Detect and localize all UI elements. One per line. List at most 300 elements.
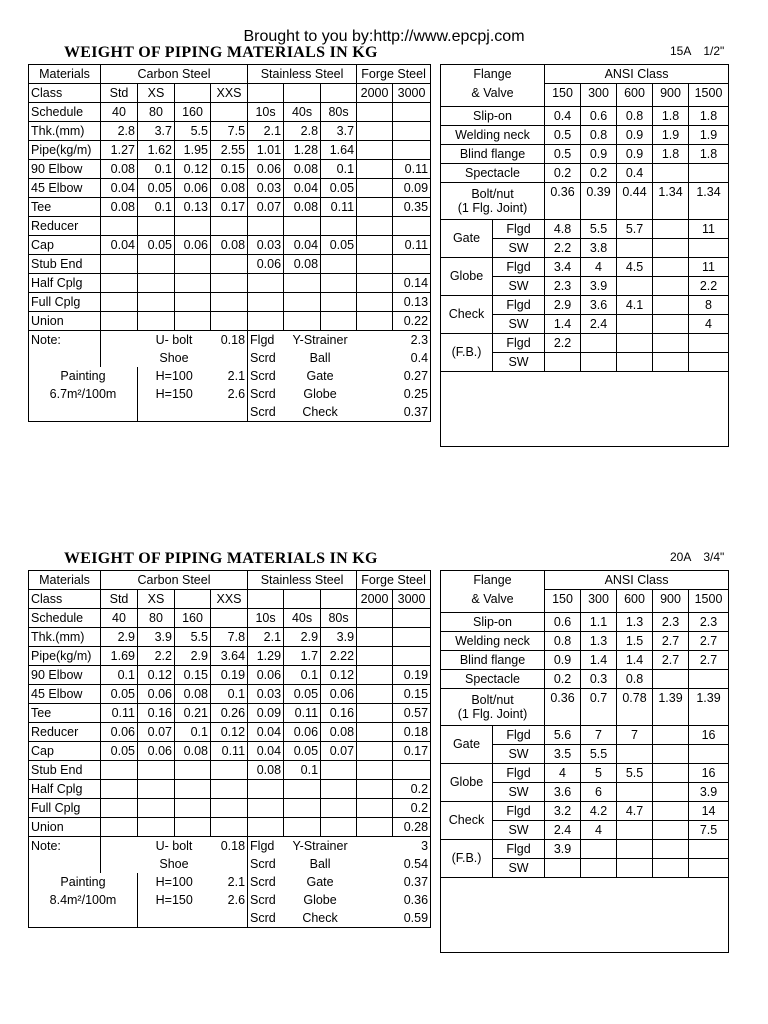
material-row: [29, 179, 431, 198]
flange-label: Welding neck: [441, 125, 545, 144]
bolt-value: 0.78: [617, 688, 653, 707]
cell-value: [321, 590, 357, 609]
weight-table-section-20a: [0, 550, 768, 950]
cell-value: [101, 799, 138, 818]
flange-value: 0.8: [617, 669, 653, 688]
material-row: [29, 742, 431, 761]
cell-value: [175, 590, 211, 609]
carbon-steel-header: Carbon Steel: [101, 571, 248, 590]
valve-value: [617, 352, 653, 371]
flange-value: [653, 163, 689, 182]
bolt-blank: [581, 201, 617, 220]
cell-value: 0.05: [321, 236, 357, 255]
misc-value: 3: [357, 837, 431, 856]
ansi-class: 1500: [689, 84, 729, 107]
cell-value: [138, 799, 175, 818]
cell-value: [321, 761, 357, 780]
row-label: Stub End: [29, 761, 101, 780]
cell-value: 5.5: [175, 628, 211, 647]
bolt-nut-subtitle: (1 Flg. Joint): [457, 706, 528, 721]
valve-value: 3.5: [545, 744, 581, 763]
flange-row-spect: [441, 163, 729, 182]
cell-value: 0.04: [248, 723, 284, 742]
cell-value: 0.19: [211, 666, 248, 685]
cell-value: 0.11: [101, 704, 138, 723]
material-row: [29, 217, 431, 236]
valve-row-fb-flgd: [441, 333, 729, 352]
cell-value: 0.04: [101, 236, 138, 255]
cell-value: 3.9: [321, 628, 357, 647]
misc-type: Scrd: [248, 403, 284, 422]
cell-value: [248, 780, 284, 799]
flange-row-blind: [441, 650, 729, 669]
painting-label: Painting: [29, 367, 138, 385]
valve-value: [653, 238, 689, 257]
valve-value: [617, 744, 653, 763]
cell-value: [284, 217, 321, 236]
row-label: 90 Elbow: [29, 666, 101, 685]
stainless-steel-header: Stainless Steel: [248, 65, 357, 84]
flange-value: 1.8: [653, 144, 689, 163]
valve-value: 3.9: [581, 276, 617, 295]
cell-value: 0.28: [393, 818, 431, 837]
cell-value: [175, 217, 211, 236]
flange-value: 0.8: [581, 125, 617, 144]
flange-valve-table: [440, 570, 729, 953]
cell-value: [393, 103, 431, 122]
flange-value: 1.8: [689, 144, 729, 163]
cell-value: 0.06: [248, 160, 284, 179]
flange-value: [689, 163, 729, 182]
cell-value: 3.7: [138, 122, 175, 141]
cell-value: 160: [175, 103, 211, 122]
cell-value: 3.64: [211, 647, 248, 666]
bolt-value: 0.39: [581, 182, 617, 201]
cell-value: [248, 84, 284, 103]
valve-connection: Flgd: [493, 725, 545, 744]
flange-value: 0.3: [581, 669, 617, 688]
cell-value: [175, 293, 211, 312]
cell-value: [357, 293, 393, 312]
flange-value: 1.1: [581, 612, 617, 631]
nominal-size: 20A: [670, 550, 692, 564]
cell-value: 0.06: [138, 685, 175, 704]
cell-value: 0.06: [138, 742, 175, 761]
cell-value: 0.26: [211, 704, 248, 723]
valve-value: [653, 858, 689, 877]
cell-value: 160: [175, 609, 211, 628]
cell-value: [357, 742, 393, 761]
cell-value: 3.9: [138, 628, 175, 647]
row-label: Pipe(kg/m): [29, 141, 101, 160]
row-label: Thk.(mm): [29, 628, 101, 647]
misc-type: Scrd: [248, 909, 284, 928]
row-label: Class: [29, 84, 101, 103]
cell-value: 0.05: [321, 179, 357, 198]
valve-value: [617, 238, 653, 257]
valve-value: 5.7: [617, 219, 653, 238]
cell-value: 0.15: [211, 160, 248, 179]
row-label: Pipe(kg/m): [29, 647, 101, 666]
valve-value: [689, 858, 729, 877]
flange-label: Blind flange: [441, 144, 545, 163]
section-title: WEIGHT OF PIPING MATERIALS IN KG: [64, 550, 378, 567]
flange-value: 1.9: [689, 125, 729, 144]
cell-value: [211, 609, 248, 628]
cell-value: 0.04: [101, 179, 138, 198]
h100-label: H=100: [155, 369, 193, 383]
cell-value: [101, 255, 138, 274]
cell-value: [248, 217, 284, 236]
cell-value: [248, 274, 284, 293]
cell-value: 0.57: [393, 704, 431, 723]
valve-row-check-flgd: [441, 295, 729, 314]
valve-connection: SW: [493, 314, 545, 333]
row-label: Tee: [29, 198, 101, 217]
cell-value: 0.12: [138, 666, 175, 685]
valve-label: Gate: [441, 725, 493, 763]
painting-label: Painting: [29, 873, 138, 891]
forge-steel-header: Forge Steel: [357, 571, 431, 590]
cell-value: 0.04: [248, 742, 284, 761]
cell-value: 0.08: [211, 236, 248, 255]
valve-value: 3.2: [545, 801, 581, 820]
misc-item: Check: [284, 403, 357, 422]
material-row: [29, 590, 431, 609]
valve-connection: Flgd: [493, 219, 545, 238]
valve-connection: Flgd: [493, 839, 545, 858]
cell-value: [138, 312, 175, 331]
flange-value: [689, 669, 729, 688]
cell-value: 7.5: [211, 122, 248, 141]
cell-value: [321, 818, 357, 837]
cell-value: 0.05: [101, 742, 138, 761]
valve-value: 7.5: [689, 820, 729, 839]
cell-value: 7.8: [211, 628, 248, 647]
valve-connection: Flgd: [493, 257, 545, 276]
cell-value: 2.9: [175, 647, 211, 666]
cell-value: [175, 818, 211, 837]
cell-value: [357, 704, 393, 723]
valve-connection: SW: [493, 820, 545, 839]
cell-value: [248, 312, 284, 331]
cell-value: [393, 122, 431, 141]
cell-value: 1.28: [284, 141, 321, 160]
cell-value: [211, 761, 248, 780]
misc-value: 0.25: [357, 385, 431, 403]
note-blank: [29, 349, 101, 367]
material-row: [29, 628, 431, 647]
inch-size: 1/2": [703, 44, 725, 58]
cell-value: 0.1: [321, 160, 357, 179]
valve-value: [689, 744, 729, 763]
bolt-nut-subtitle: (1 Flg. Joint): [457, 200, 528, 215]
valve-connection: Flgd: [493, 801, 545, 820]
valve-value: [617, 820, 653, 839]
misc-value: 0.54: [357, 855, 431, 873]
flange-value: 2.7: [653, 650, 689, 669]
cell-value: XXS: [211, 590, 248, 609]
misc-item: Check: [284, 909, 357, 928]
cell-value: 0.07: [321, 742, 357, 761]
note-blank: [138, 909, 211, 928]
misc-item: Ball: [309, 857, 331, 871]
valve-value: [617, 314, 653, 333]
bolt-nut-label: [441, 182, 545, 219]
cell-value: 0.17: [393, 742, 431, 761]
valve-value: 4: [545, 763, 581, 782]
cell-value: [138, 818, 175, 837]
brought-by-header: Brought to you by:http://www.epcpj.com: [243, 28, 525, 45]
misc-value: 0.36: [357, 891, 431, 909]
flange-label: Spectacle: [441, 163, 545, 182]
h150-label: H=150: [155, 893, 193, 907]
shoe-blank: [211, 855, 248, 873]
flange-value: 0.6: [581, 106, 617, 125]
ubolt-value: 0.18: [211, 837, 248, 856]
flange-value: 2.3: [653, 612, 689, 631]
cell-value: [357, 685, 393, 704]
cell-value: 2.1: [248, 628, 284, 647]
cell-value: 0.08: [321, 723, 357, 742]
materials-header: Materials: [29, 571, 101, 590]
cell-value: [284, 818, 321, 837]
bolt-value: 1.34: [653, 182, 689, 201]
flange-value: 1.9: [653, 125, 689, 144]
cell-value: 0.03: [248, 179, 284, 198]
row-label: Full Cplg: [29, 293, 101, 312]
valve-value: 2.9: [545, 295, 581, 314]
cell-value: [248, 818, 284, 837]
cell-value: [393, 761, 431, 780]
ansi-class: 150: [545, 84, 581, 107]
misc-value: 2.3: [357, 331, 431, 350]
cell-value: [101, 293, 138, 312]
bolt-value: 0.7: [581, 688, 617, 707]
valve-value: [653, 333, 689, 352]
row-label: Schedule: [29, 609, 101, 628]
shoe-label: Shoe: [159, 857, 189, 871]
cell-value: [357, 818, 393, 837]
row-label: Reducer: [29, 217, 101, 236]
valve-value: [653, 276, 689, 295]
cell-value: 0.1: [138, 198, 175, 217]
valve-value: [581, 352, 617, 371]
section-title: WEIGHT OF PIPING MATERIALS IN KG: [64, 44, 378, 61]
cell-value: [175, 274, 211, 293]
material-row: [29, 84, 431, 103]
valve-value: [653, 352, 689, 371]
row-label: Thk.(mm): [29, 122, 101, 141]
flange-value: 0.9: [545, 650, 581, 669]
flange-value: 0.2: [545, 163, 581, 182]
cell-value: 0.21: [175, 704, 211, 723]
cell-value: [357, 103, 393, 122]
material-row: [29, 704, 431, 723]
misc-value: 0.37: [357, 403, 431, 422]
cell-value: XXS: [211, 84, 248, 103]
cell-value: 0.14: [393, 274, 431, 293]
cell-value: 0.08: [284, 160, 321, 179]
cell-value: [175, 255, 211, 274]
valve-value: 5.5: [581, 744, 617, 763]
row-label: Schedule: [29, 103, 101, 122]
valve-value: [581, 333, 617, 352]
cell-value: 0.08: [101, 160, 138, 179]
cell-value: [175, 312, 211, 331]
misc-item: Ball: [309, 351, 331, 365]
cell-value: [138, 217, 175, 236]
valve-value: 4.7: [617, 801, 653, 820]
cell-value: 0.2: [393, 799, 431, 818]
cell-value: [357, 723, 393, 742]
ansi-class: 600: [617, 590, 653, 613]
valve-row-globe-flgd: [441, 763, 729, 782]
material-row: [29, 685, 431, 704]
valve-value: 3.9: [545, 839, 581, 858]
flange-value: 1.3: [581, 631, 617, 650]
valve-header: & Valve: [441, 590, 545, 613]
h150-value: 2.6: [211, 891, 248, 909]
flange-value: 1.3: [617, 612, 653, 631]
ansi-class: 150: [545, 590, 581, 613]
flange-label: Welding neck: [441, 631, 545, 650]
material-row: [29, 780, 431, 799]
flange-value: 2.7: [653, 631, 689, 650]
cell-value: 40: [101, 103, 138, 122]
cell-value: [211, 217, 248, 236]
cell-value: [357, 236, 393, 255]
cell-value: [357, 312, 393, 331]
flange-value: 1.8: [689, 106, 729, 125]
flange-value: 1.4: [581, 650, 617, 669]
bolt-nut-title: Bolt/nut: [471, 186, 514, 201]
cell-value: [138, 255, 175, 274]
row-label: Reducer: [29, 723, 101, 742]
flange-value: 0.4: [545, 106, 581, 125]
cell-value: 2000: [357, 84, 393, 103]
nominal-size: 15A: [670, 44, 692, 58]
valve-value: [617, 839, 653, 858]
cell-value: 0.12: [211, 723, 248, 742]
valve-value: 2.4: [545, 820, 581, 839]
material-row: [29, 198, 431, 217]
flange-value: 0.5: [545, 144, 581, 163]
blank-area: [441, 877, 729, 952]
cell-value: 0.03: [248, 685, 284, 704]
ansi-class-header: ANSI Class: [545, 571, 729, 590]
pipe-size-label: [658, 550, 724, 564]
cell-value: [211, 274, 248, 293]
row-label: Stub End: [29, 255, 101, 274]
cell-value: 0.05: [138, 236, 175, 255]
row-label: 45 Elbow: [29, 179, 101, 198]
valve-connection: SW: [493, 858, 545, 877]
note-label: Note:: [29, 837, 101, 856]
flange-row-slipon: [441, 612, 729, 631]
material-row: [29, 255, 431, 274]
cell-value: 0.13: [393, 293, 431, 312]
valve-row-globe-flgd: [441, 257, 729, 276]
cell-value: 0.06: [284, 723, 321, 742]
cell-value: [357, 141, 393, 160]
valve-value: [653, 725, 689, 744]
cell-value: [211, 255, 248, 274]
cell-value: 0.06: [101, 723, 138, 742]
cell-value: [357, 609, 393, 628]
ansi-class: 900: [653, 590, 689, 613]
ansi-class: 600: [617, 84, 653, 107]
cell-value: [357, 761, 393, 780]
cell-value: 0.1: [138, 160, 175, 179]
cell-value: 2000: [357, 590, 393, 609]
note-blank: [29, 403, 138, 422]
cell-value: [211, 293, 248, 312]
pipe-size-label: [658, 44, 724, 58]
valve-row-gate-flgd: [441, 725, 729, 744]
bolt-blank: [689, 707, 729, 726]
cell-value: 0.05: [101, 685, 138, 704]
ansi-class: 900: [653, 84, 689, 107]
inch-size: 3/4": [703, 550, 725, 564]
misc-type: Scrd: [248, 855, 284, 873]
flange-value: 2.7: [689, 631, 729, 650]
misc-value: 0.4: [357, 349, 431, 367]
cell-value: 0.2: [393, 780, 431, 799]
flange-label: Blind flange: [441, 650, 545, 669]
row-label: Class: [29, 590, 101, 609]
ansi-class-header: ANSI Class: [545, 65, 729, 84]
cell-value: [357, 628, 393, 647]
valve-value: [617, 858, 653, 877]
valve-value: [653, 257, 689, 276]
valve-connection: Flgd: [493, 333, 545, 352]
row-label: Cap: [29, 742, 101, 761]
flange-value: 0.8: [545, 631, 581, 650]
valve-value: [581, 839, 617, 858]
cell-value: [321, 780, 357, 799]
h100-value: 2.1: [211, 873, 248, 891]
cell-value: 0.08: [248, 761, 284, 780]
cell-value: XS: [138, 590, 175, 609]
cell-value: 1.01: [248, 141, 284, 160]
valve-value: [653, 295, 689, 314]
cell-value: 0.35: [393, 198, 431, 217]
cell-value: 0.11: [393, 160, 431, 179]
misc-item: Y-Strainer: [292, 333, 348, 347]
cell-value: 0.06: [175, 179, 211, 198]
cell-value: [101, 217, 138, 236]
note-label: Note:: [29, 331, 101, 350]
bolt-blank: [617, 201, 653, 220]
cell-value: 0.05: [284, 685, 321, 704]
valve-value: [653, 763, 689, 782]
note-blank: [211, 403, 248, 422]
valve-value: 2.2: [689, 276, 729, 295]
valve-value: 4: [581, 257, 617, 276]
valve-value: 11: [689, 257, 729, 276]
cell-value: 80: [138, 103, 175, 122]
misc-item: Gate: [306, 369, 334, 383]
valve-value: [617, 782, 653, 801]
cell-value: 3000: [393, 590, 431, 609]
valve-connection: SW: [493, 276, 545, 295]
cell-value: 0.07: [138, 723, 175, 742]
material-row: [29, 799, 431, 818]
valve-label: Globe: [441, 257, 493, 295]
flange-value: 1.8: [653, 106, 689, 125]
material-row: [29, 647, 431, 666]
